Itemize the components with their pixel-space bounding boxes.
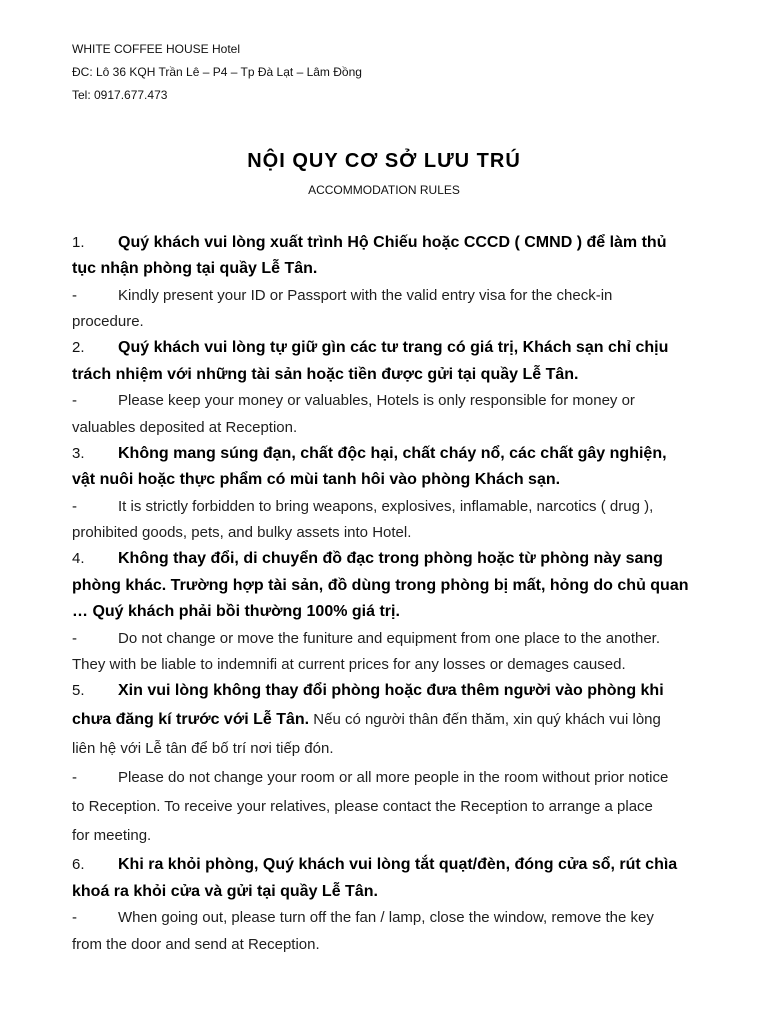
rule-en-line xyxy=(72,905,712,931)
rule-vi-text: Quý khách vui lòng xuất trình Hộ Chiếu hoặc CCCD ( CMND ) để làm thủ xyxy=(118,233,667,251)
rule-en-line xyxy=(72,932,712,958)
rule-vi-line xyxy=(72,546,712,572)
rule-vi-line xyxy=(72,734,712,763)
rule-vi-text: Quý khách vui lòng tự giữ gìn các tư trang có giá trị, Khách sạn chỉ chịu xyxy=(118,339,669,357)
rule-en-line xyxy=(72,309,712,335)
rule-en-text: It is strictly forbidden to bring weapons, explosives, inflamable, narcotics ( drug ), xyxy=(118,497,654,515)
rule-vi-line xyxy=(72,850,712,879)
rule-en-text: prohibited goods, pets, and bulky assets into Hotel. xyxy=(72,524,412,542)
rule-number: 6. xyxy=(72,855,85,873)
en-bullet: - xyxy=(72,909,77,927)
rule-vi-text: Không thay đổi, di chuyển đồ đạc trong phòng hoặc từ phòng này sang xyxy=(118,550,663,568)
rule-en-text: Kindly present your ID or Passport with the valid entry visa for the check-in xyxy=(118,286,613,304)
hotel-address: ĐC: Lô 36 KQH Trần Lê – P4 – Tp Đà Lạt – Lâm Đồng xyxy=(72,65,362,79)
rule-vi-note-text: Nếu có người thân đến thăm, xin quý khách vui lòng xyxy=(313,710,661,728)
en-bullet: - xyxy=(72,286,77,304)
rule-en-line xyxy=(72,283,712,309)
rule-en-text: for meeting. xyxy=(72,826,152,844)
rule-number: 3. xyxy=(72,444,85,462)
rule-en-line xyxy=(72,652,712,678)
hotel-header xyxy=(72,38,362,107)
rule-vi-line xyxy=(72,678,712,704)
rules-list xyxy=(72,230,712,958)
rule-vi-text: … Quý khách phải bồi thường 100% giá trị. xyxy=(72,603,400,621)
rule-en-line xyxy=(72,494,712,520)
rule-vi-text: vật nuôi hoặc thực phẩm có mùi tanh hôi vào phòng Khách sạn. xyxy=(72,471,561,489)
rule-en-line xyxy=(72,520,712,546)
rule-item xyxy=(72,335,712,441)
rule-item xyxy=(72,230,712,336)
rule-en-text: Do not change or move the funiture and equipment from one place to the another. xyxy=(118,629,661,647)
rule-item xyxy=(72,546,712,678)
rule-en-text: procedure. xyxy=(72,312,144,330)
rule-item xyxy=(72,441,712,547)
hotel-name: WHITE COFFEE HOUSE Hotel xyxy=(72,42,241,56)
rule-en-text: They with be liable to indemnifi at current prices for any losses or demages caused. xyxy=(72,656,626,674)
en-bullet: - xyxy=(72,629,77,647)
rule-en-line xyxy=(72,626,712,652)
rule-en-line xyxy=(72,763,712,792)
rule-vi-text: trách nhiệm với những tài sản hoặc tiền được gửi tại quầy Lễ Tân. xyxy=(72,365,579,383)
rule-vi-text: Khi ra khỏi phòng, Quý khách vui lòng tắt quạt/đèn, đóng cửa sổ, rút chìa xyxy=(118,855,678,873)
rule-vi-note-text: liên hệ với Lễ tân để bố trí nơi tiếp đón. xyxy=(72,739,334,757)
rule-en-text: from the door and send at Reception. xyxy=(72,935,320,953)
rule-item xyxy=(72,850,712,958)
rule-vi-text: phòng khác. Trường hợp tài sản, đồ dùng trong phòng bị mất, hỏng do chủ quan xyxy=(72,576,689,594)
rule-en-line xyxy=(72,388,712,414)
rule-vi-text: khoá ra khỏi cửa và gửi tại quầy Lễ Tân. xyxy=(72,882,378,900)
rule-vi-text: Không mang súng đạn, chất độc hại, chất cháy nổ, các chất gây nghiện, xyxy=(118,444,667,462)
document-subtitle: ACCOMMODATION RULES xyxy=(308,183,460,197)
rule-en-line xyxy=(72,821,712,850)
en-bullet: - xyxy=(72,392,77,410)
rule-number: 1. xyxy=(72,233,85,251)
rule-vi-line xyxy=(72,467,712,493)
rule-vi-line xyxy=(72,879,712,905)
rule-en-text: Please keep your money or valuables, Hotels is only responsible for money or xyxy=(118,392,635,410)
rule-number: 4. xyxy=(72,550,85,568)
rule-number: 5. xyxy=(72,682,85,700)
en-bullet: - xyxy=(72,768,77,786)
rule-vi-line xyxy=(72,256,712,282)
rule-vi-line xyxy=(72,599,712,625)
rule-en-line xyxy=(72,792,712,821)
rule-en-text: When going out, please turn off the fan / lamp, close the window, remove the key xyxy=(118,909,654,927)
rule-en-line xyxy=(72,415,712,441)
en-bullet: - xyxy=(72,497,77,515)
rule-vi-line xyxy=(72,705,712,734)
hotel-phone: Tel: 0917.677.473 xyxy=(72,88,168,102)
rule-vi-text: tục nhận phòng tại quầy Lễ Tân. xyxy=(72,260,318,278)
rule-vi-line xyxy=(72,573,712,599)
rule-vi-line xyxy=(72,335,712,361)
document-title: NỘI QUY CƠ SỞ LƯU TRÚ xyxy=(247,150,521,172)
rule-vi-line xyxy=(72,230,712,256)
rule-en-text: Please do not change your room or all more people in the room without prior notice xyxy=(118,768,669,786)
rule-vi-line xyxy=(72,441,712,467)
rule-en-text: valuables deposited at Reception. xyxy=(72,418,298,436)
rule-item xyxy=(72,678,712,849)
rule-number: 2. xyxy=(72,339,85,357)
rule-en-text: to Reception. To receive your relatives, please contact the Reception to arrange a place xyxy=(72,797,653,815)
rule-vi-text: Xin vui lòng không thay đổi phòng hoặc đưa thêm người vào phòng khi xyxy=(118,682,664,700)
rule-vi-line xyxy=(72,362,712,388)
rule-vi-text: chưa đăng kí trước với Lễ Tân. xyxy=(72,710,310,728)
